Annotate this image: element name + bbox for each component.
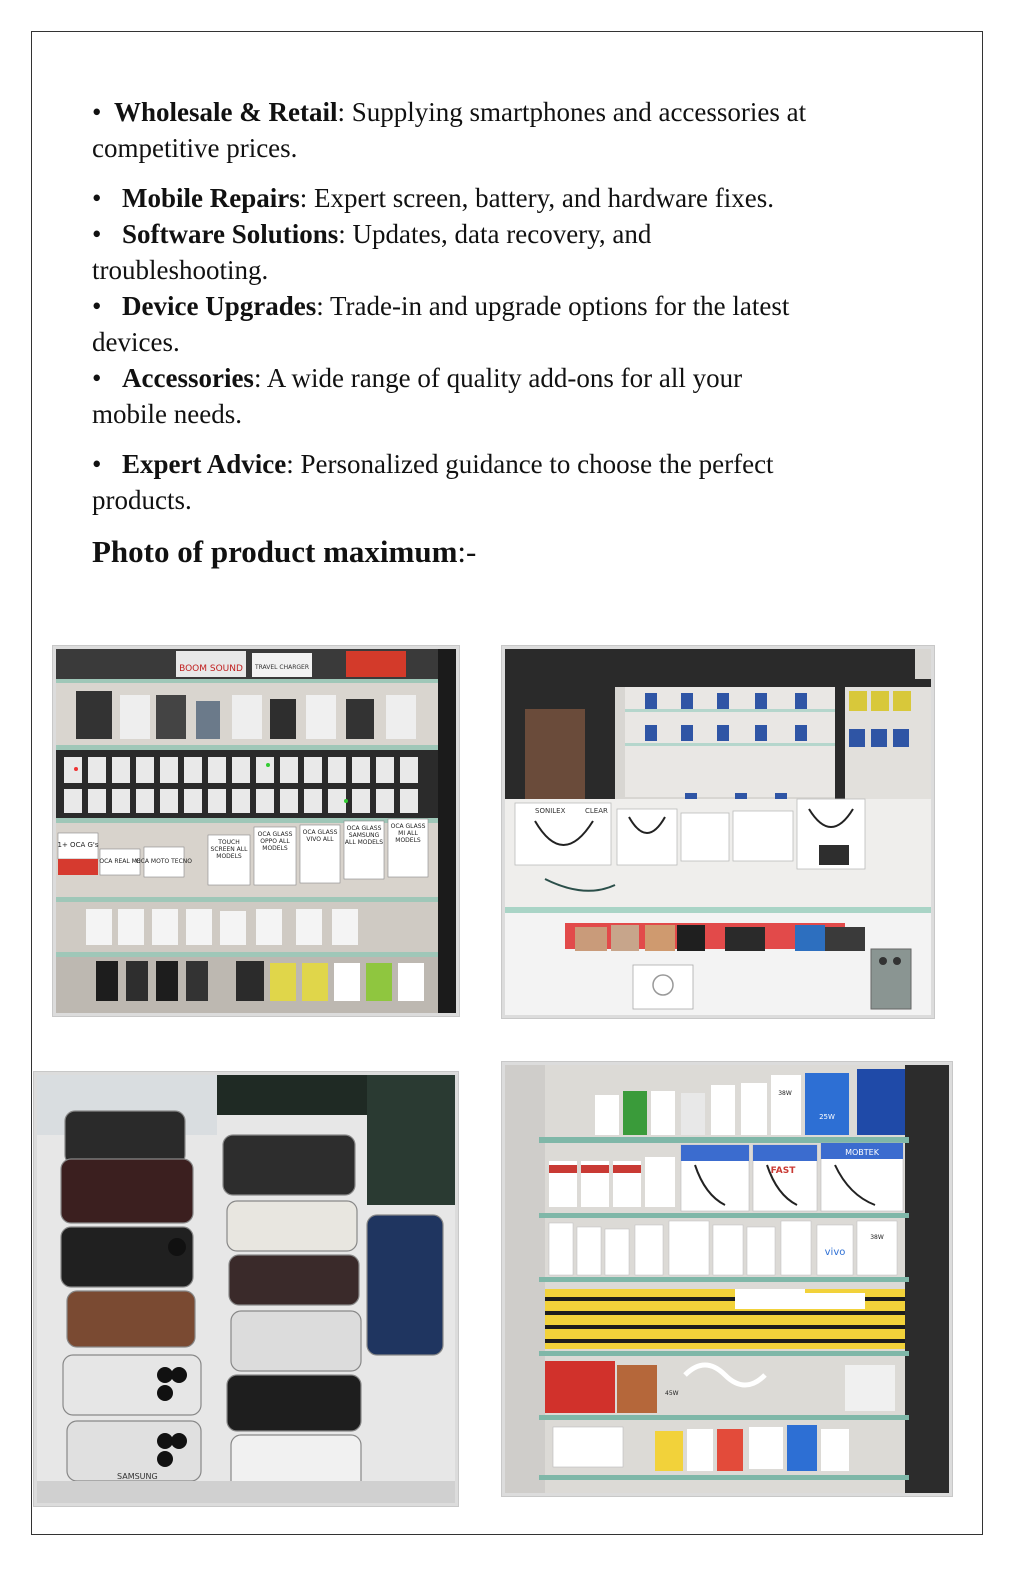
svg-text:38W: 38W [778,1090,792,1097]
svg-text:45W: 45W [665,1390,679,1397]
svg-text:OCA REAL ME: OCA REAL ME [99,858,141,865]
svg-text:TRAVEL CHARGER: TRAVEL CHARGER [254,664,310,671]
service-software-solutions: • Software Solutions: Updates, data recovery, and troubleshooting. [92,219,652,285]
shop-shelf-image: BOOM SOUND TRAVEL CHARGER 1+ OCA G's OCA REAL ME OCA MOTO TECNO TOUCH SCREEN ALL MODELS OCA GLASS OPPO ALL MODELS OCA GLASS VIVO ALL OCA GLASS SAMSUNG ALL MODELS OCA GLASS MI ALL MODELS [56,649,456,1013]
service-device-upgrades: • Device Upgrades: Trade-in and upgrade options for the latest devices. [92,291,790,357]
svg-text:MOBTEK: MOBTEK [845,1148,879,1157]
display-counter-phones-photo [502,646,934,1018]
svg-text:vivo: vivo [824,1247,846,1258]
service-description: Personalized guidance to choose the perfect [300,449,774,479]
svg-text:FAST: FAST [770,1166,796,1176]
svg-text:SAMSUNG: SAMSUNG [117,1472,158,1481]
svg-text:SONILEX: SONILEX [535,807,566,815]
service-title: Mobile Repairs [122,183,300,213]
service-title: Wholesale & Retail [114,97,338,127]
service-description: Expert screen, battery, and hardware fixes. [314,183,775,213]
glass-shelf-accessories-photo [53,646,459,1016]
service-title: Accessories [122,363,254,393]
service-description: Supplying smartphones and accessories at [351,97,807,127]
phone-covers-rack-photo [34,1072,458,1506]
service-description: Trade-in and upgrade options for the latest [329,291,790,321]
shop-counter-image [505,649,931,1015]
service-description: A wide range of quality add-ons for all your [266,363,743,393]
service-accessories: • Accessories: A wide range of quality add-ons for all your mobile needs. [92,363,743,429]
service-title: Expert Advice [122,449,287,479]
service-mobile-repairs: • Mobile Repairs: Expert screen, battery, and hardware fixes. [92,183,775,213]
service-title: Device Upgrades [122,291,317,321]
svg-text:1+ OCA G's: 1+ OCA G's [57,841,99,849]
service-title: Software Solutions [122,219,339,249]
document-body [92,94,932,601]
phone-covers-image [37,1075,455,1503]
svg-text:OCA MOTO TECNO: OCA MOTO TECNO [136,858,192,865]
svg-text:BOOM SOUND: BOOM SOUND [179,664,243,674]
svg-text:CLEAR: CLEAR [585,807,608,815]
svg-text:38W: 38W [870,1234,884,1241]
svg-text:25W: 25W [819,1113,835,1121]
service-expert-advice: • Expert Advice: Personalized guidance to choose the perfect products. [92,449,774,515]
charger-cable-shelf-photo [502,1062,952,1496]
chargers-shelf-image [505,1065,949,1493]
service-description: Updates, data recovery, and [352,219,652,249]
photos-heading: Photo of product maximum:- [92,534,477,569]
service-wholesale-retail: • Wholesale & Retail: Supplying smartphones and accessories at competitive prices. [92,97,807,163]
